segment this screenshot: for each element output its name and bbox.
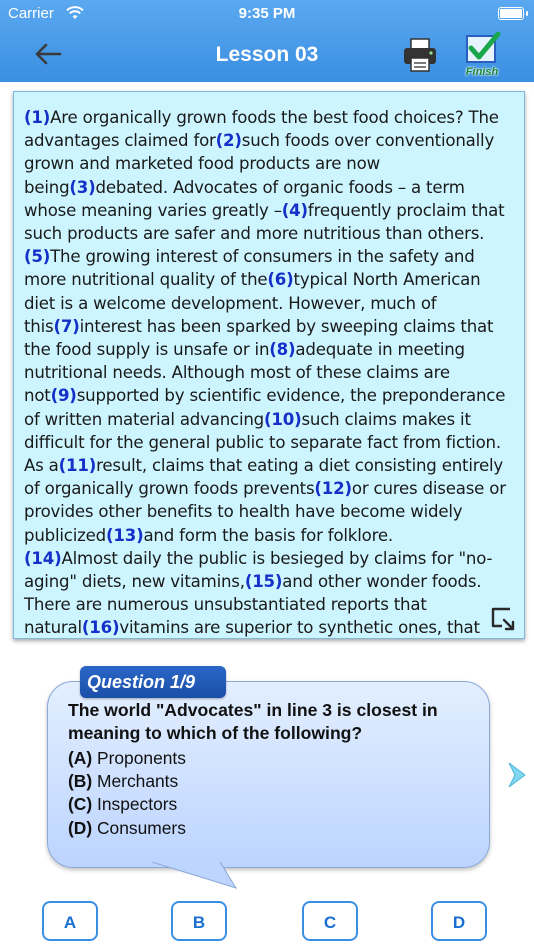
status-bar [0,0,534,28]
page-title: Lesson 03 [215,43,319,66]
line-number: (1) [24,108,51,127]
question-content [68,699,478,840]
passage-segment: typical North American diet is a welcome development. However, much of this [24,270,481,336]
option-list [68,747,478,840]
passage-segment: and form the basis for folklore. [143,525,393,545]
line-number: (12) [314,479,352,499]
passage-segment: vitamins are superior to synthetic ones, that [119,618,480,638]
carrier-label: Carrier [8,5,54,22]
passage-segment: and other wonder foods. There are numerous unsubstantiated reports that natural [24,572,482,638]
answer-button-b[interactable]: B [171,901,227,941]
line-number: (7) [53,316,80,336]
option-key: (D) [68,817,93,838]
question-text: The world "Advocates" in line 3 is closest in meaning to which of the following? [68,700,438,743]
line-number: (10) [264,409,302,429]
bubble-tail [150,862,250,898]
line-number: (4) [281,200,308,220]
option-key: (B) [68,771,93,792]
passage-segment: or cures disease or provides other benefits to health have become widely publicized [24,479,506,545]
passage-segment: The growing interest of consumers in the safety and more nutritional quality of the [24,247,475,290]
answer-button-c[interactable]: C [302,901,358,941]
line-number: (11) [58,456,97,476]
passage-segment: adequate in meeting nutritional needs. Although most of these claims are not [24,340,465,406]
question-counter [80,666,226,698]
finish-button[interactable] [460,32,504,78]
expand-icon[interactable] [490,606,516,632]
option-label: Inspectors [97,794,178,815]
option-item [68,817,478,840]
option-label: Merchants [97,771,179,792]
line-number: (3) [69,177,96,197]
passage-segment: such foods over conventionally grown and marketed food products are now being [24,131,495,197]
line-number: (2) [215,131,242,151]
question-counter-label: Question 1/9 [87,672,196,692]
passage-segment: frequently proclaim that such products are safer and more nutritious than others. [24,200,505,244]
line-number: (16) [81,618,120,638]
passage-segment: Are organically grown foods the best food choices? The advantages claimed for [24,108,499,151]
clock: 9:35 PM [238,5,296,22]
option-item [68,793,478,816]
passage-segment: such claims makes it difficult for the general public to separate fact from fiction. As a [24,409,501,476]
line-number: (8) [269,340,296,360]
passage-segment: debated. Advocates of organic foods – a term whose meaning varies greatly – [24,177,465,220]
answer-button-d[interactable]: D [431,901,487,941]
passage-text [14,92,524,639]
checkbox-icon [460,32,504,66]
printer-icon[interactable] [402,36,438,74]
passage-segment: result, claims that eating a diet consisting entirely of organically grown foods prevents [24,456,504,499]
passage-segment: Almost daily the public is besieged by claims for "no-aging" diets, new vitamins, [24,548,493,592]
passage-segment: interest has been sparked by sweeping claims that the food supply is unsafe or in [24,316,494,360]
finish-label: Finish [465,66,499,78]
line-number: (15) [244,572,283,592]
answer-button-a[interactable]: A [42,901,98,941]
line-number: (9) [50,386,77,406]
line-number: (13) [106,525,144,545]
line-number: (6) [267,270,294,290]
option-item [68,770,478,793]
option-label: Consumers [97,817,186,838]
line-number: (14) [24,548,62,568]
line-number: (5) [24,247,51,267]
option-key: (A) [68,748,93,768]
option-item [68,747,478,770]
next-question-icon[interactable] [505,760,531,790]
battery-icon [498,7,524,20]
passage-segment: supported by scientific evidence, the preponderance of written material advancing [24,386,506,429]
reading-passage[interactable] [13,91,525,639]
option-label: Proponents [97,748,186,768]
top-bar [0,0,534,82]
option-key: (C) [68,794,93,815]
